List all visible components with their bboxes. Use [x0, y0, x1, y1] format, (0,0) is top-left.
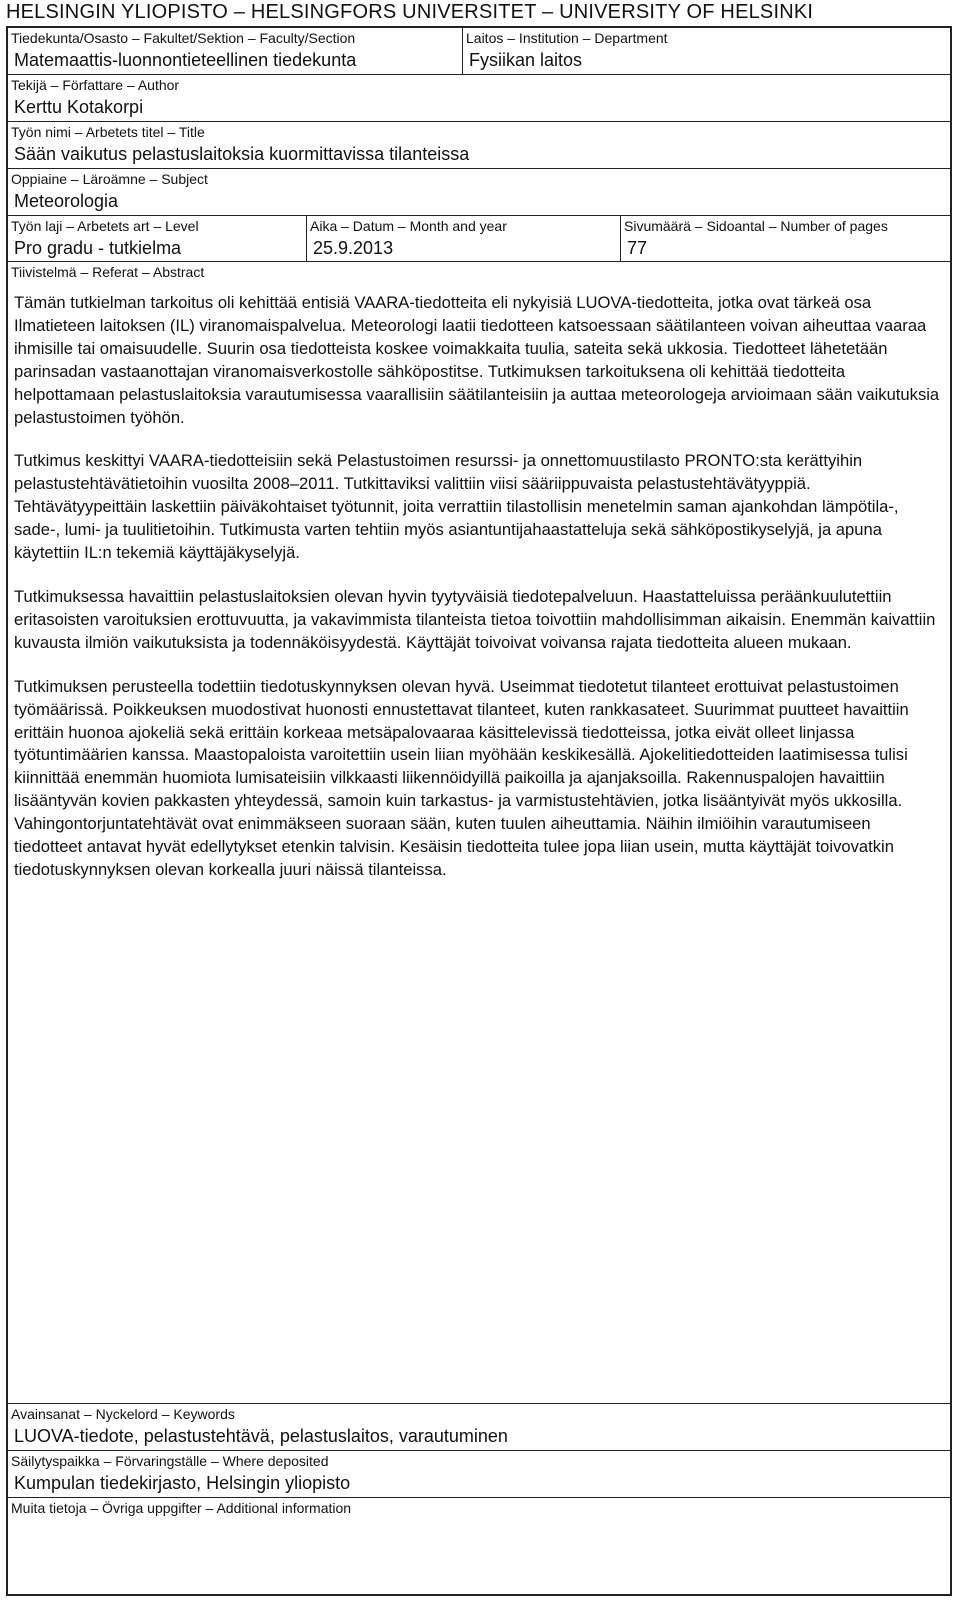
date-value: 25.9.2013 — [313, 238, 394, 258]
title-value: Sään vaikutus pelastuslaitoksia kuormittavissa tilanteissa — [14, 144, 470, 164]
subject-row — [8, 169, 950, 216]
pages-value: 77 — [627, 238, 648, 258]
title-label: Työn nimi – Arbetets titel – Title — [11, 124, 205, 140]
abstract-text — [14, 292, 942, 903]
department-cell — [462, 28, 950, 74]
author-row — [8, 75, 950, 122]
abstract-row — [8, 262, 950, 1404]
level-row — [8, 216, 950, 262]
deposited-label: Säilytyspaikka – Förvaringställe – Where deposited — [11, 1453, 329, 1469]
additional-label: Muita tietoja – Övriga uppgifter – Additional information — [11, 1500, 352, 1516]
department-label: Laitos – Institution – Department — [466, 30, 668, 46]
abstract-label: Tiivistelmä – Referat – Abstract — [11, 264, 205, 280]
subject-label: Oppiaine – Läroämne – Subject — [11, 171, 208, 187]
abstract-paragraph: Tutkimus keskittyi VAARA-tiedotteisiin sekä Pelastustoimen resurssi- ja onnettomuustilasto PRONTO:sta kerättyihin pelastustehtävätietoihin vuosilta 2008–2011. Tutkittaviksi valittiin viisi sääriippuvaista pelastustehtävätyyppiä. Tehtävätyypeittäin laskettiin päiväkohtaiset työtunnit, joita verrattiin tilastollisin menetelmin saman ajankohdan lämpötila-, sade-, lumi- ja tuulitietoihin. Tutkimusta varten tehtiin myös asiantuntijahaastatteluja sekä sähköpostikyselyjä, ja apuna käytettiin IL:n tekemiä käyttäjäkyselyjä. — [14, 451, 899, 563]
title-row — [8, 122, 950, 169]
abstract-form — [6, 26, 952, 1596]
abstract-paragraph: Tutkimuksessa havaittiin pelastuslaitoksien olevan hyvin tyytyväisiä tiedotepalveluun. Haastatteluissa peräänkuulutettiin eritasoisten varoituksien erottuvuutta, ja vakavimmista tilanteista tietoa toivottiin mahdollisimman aikaisin. Enemmän kaivattiin kuvausta ilmiön vaikutuksista ja todennäköisyydestä. Käyttäjät toivoivat voivansa rajata tiedotteita alueen mukaan. — [14, 586, 936, 652]
date-cell — [306, 216, 620, 261]
keywords-value: LUOVA-tiedote, pelastustehtävä, pelastuslaitos, varautuminen — [14, 1426, 508, 1446]
level-label: Työn laji – Arbetets art – Level — [11, 218, 199, 234]
faculty-value: Matemaattis-luonnontieteellinen tiedekunta — [14, 50, 357, 70]
level-value: Pro gradu - tutkielma — [14, 238, 182, 258]
author-value: Kerttu Kotakorpi — [14, 97, 144, 117]
abstract-paragraph: Tutkimuksen perusteella todettiin tiedotuskynnyksen olevan hyvä. Useimmat tiedotetut tilanteet erottuivat pelastustoimen työmäärissä. Poikkeuksen muodostivat huonosti ennustettavat tilanteet, kuten rankkasateet. Suurimmat puutteet havaittiin erittäin huonoa ajokeliä sekä erittäin korkeaa metsäpalovaaraa käsittelevissä tiedotteissa, jotka eivät olleet linjassa työtuntimäärien kanssa. Maastopaloista varoitettiin usein liian myöhään keskikesällä. Ajokelitiedotteiden laatimisessa tulisi kiinnittää enemmän huomiota lumisateisiin vilkkaasti liikennöidyillä paikoilla ja ajanjaksoilla. Rakennuspalojen havaittiin lisääntyvän kovien pakkasten yhteydessä, samoin kuin tarkastus- ja varmistustehtävien, jotka lisääntyivät myös ukkosilla. Vahingontorjuntatehtävät ovat enimmäkseen suoraan sään, kuten tuulen aiheuttamia. Näihin ilmiöihin varautumiseen tiedotteet antavat hyvät edellytykset etenkin talvisin. Kesäisin tiedotteita tulee jopa liian usein, mutta käyttäjät toivovatkin tiedotuskynnyksen olevan korkealla juuri näissä tilanteissa. — [14, 676, 909, 879]
deposited-row — [8, 1451, 950, 1498]
faculty-cell — [8, 28, 462, 74]
department-value: Fysiikan laitos — [469, 50, 583, 70]
pages-label: Sivumäärä – Sidoantal – Number of pages — [624, 218, 888, 234]
keywords-label: Avainsanat – Nyckelord – Keywords — [11, 1406, 235, 1422]
abstract-paragraph: Tämän tutkielman tarkoitus oli kehittää entisiä VAARA-tiedotteita eli nykyisiä LUOVA-tiedotteita, jotka ovat tärkeä osa Ilmatieteen laitoksen (IL) viranomaispalvelua. Meteorologi laatii tiedotteen katsoessaan säätilanteen voivan aiheuttaa vaaraa ihmisille tai omaisuudelle. Suurin osa tiedotteista koskee voimakkaita tuulia, sateita sekä ukkosia. Tiedotteet lähetetään parinsadan vastaanottajan viranomaisverkostolle sähköpostitse. Tutkimuksen tarkoituksena oli kehittää tiedotteita helpottamaan pelastuslaitoksia varautumisessa vaarallisiin säätilanteisiin ja auttaa meteorologeja arvioimaan sään vaikutuksia pelastustoimen työhön. — [14, 293, 940, 427]
deposited-value: Kumpulan tiedekirjasto, Helsingin yliopisto — [14, 1473, 351, 1493]
author-label: Tekijä – Författare – Author — [11, 77, 180, 93]
faculty-row — [8, 28, 950, 75]
additional-row — [8, 1498, 950, 1594]
date-label: Aika – Datum – Month and year — [310, 218, 507, 234]
keywords-row — [8, 1404, 950, 1451]
subject-value: Meteorologia — [14, 191, 119, 211]
level-cell — [8, 216, 306, 261]
university-header: HELSINGIN YLIOPISTO – HELSINGFORS UNIVERSITET – UNIVERSITY OF HELSINKI — [6, 1, 814, 23]
pages-cell — [620, 216, 950, 261]
faculty-label: Tiedekunta/Osasto – Fakultet/Sektion – Faculty/Section — [11, 30, 356, 46]
